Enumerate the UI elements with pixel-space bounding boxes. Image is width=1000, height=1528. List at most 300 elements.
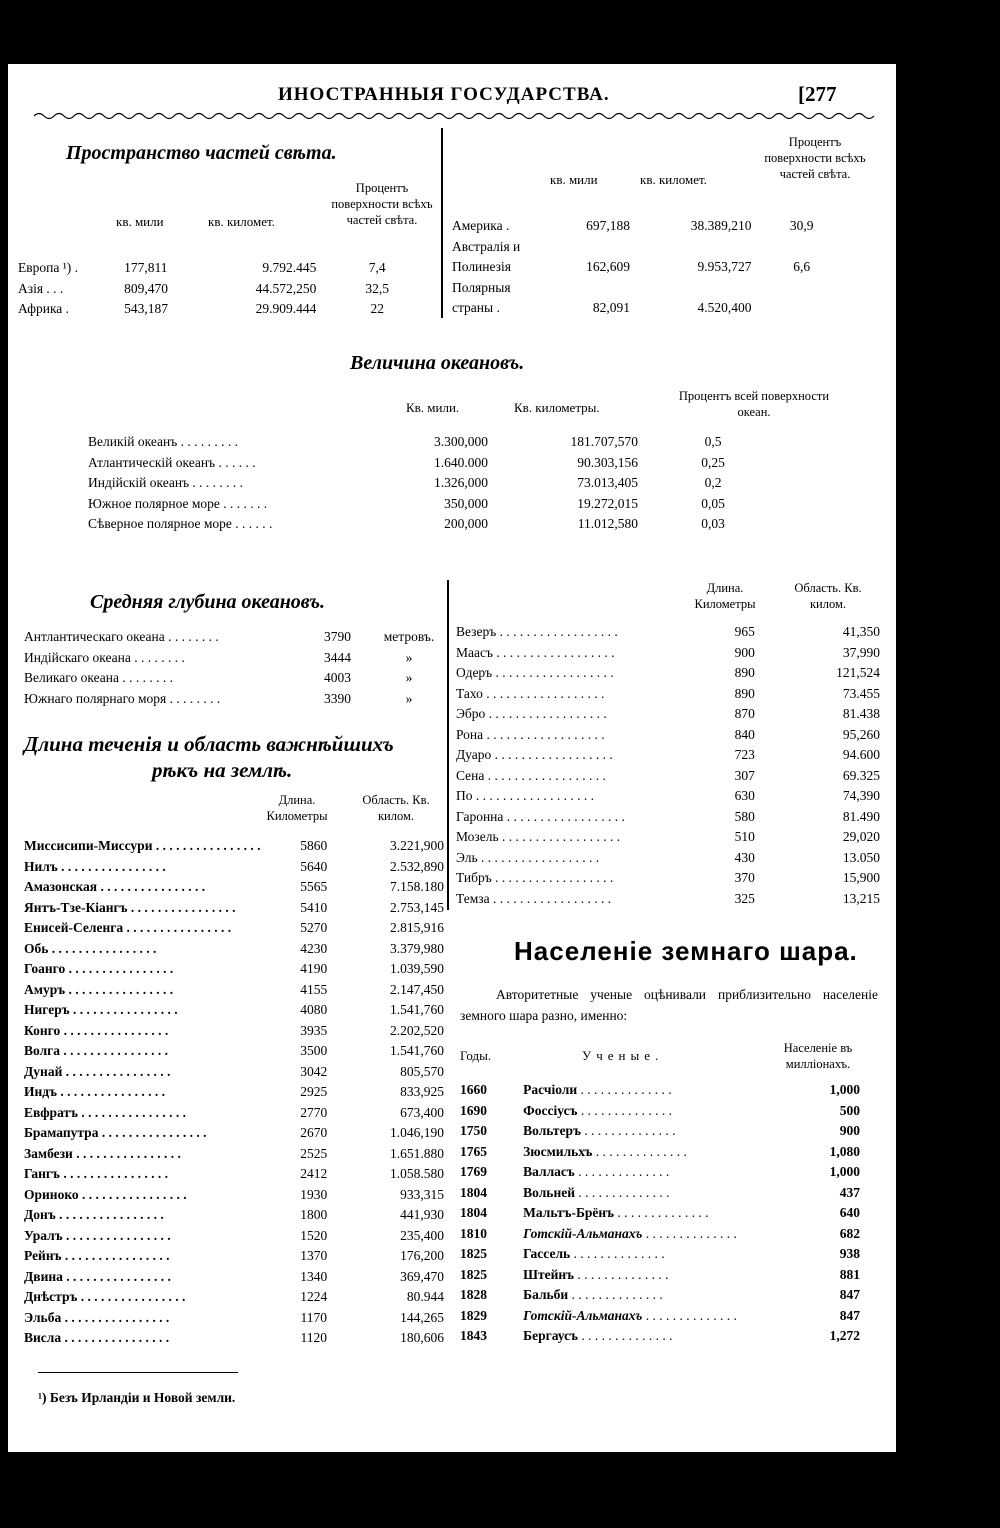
wavy-divider [34, 111, 876, 121]
ocean-name-label: Южное полярное море [88, 495, 220, 511]
river-area: 2.815,916 [390, 920, 444, 936]
depth-unit: » [405, 690, 413, 706]
river-name: Рейнъ . . . . . . . . . . . . . . . . [24, 1248, 170, 1264]
book-page [6, 64, 896, 1454]
continent-name: Америка . [452, 218, 510, 234]
oceans-table [88, 432, 788, 535]
population-year: 1828 [460, 1287, 487, 1303]
river-name: Эбро . . . . . . . . . . . . . . . . . . [456, 706, 607, 722]
population-value: 881 [839, 1266, 860, 1282]
table-row [24, 877, 444, 898]
river-length: 3042 [300, 1063, 328, 1079]
footnote-rule [38, 1372, 238, 1373]
continents-miles-header-right: кв. мили [550, 172, 598, 187]
river-name-label: Амазонская [24, 879, 98, 895]
river-area: 235,400 [400, 1227, 444, 1243]
river-area: 73.455 [842, 685, 880, 701]
table-row [24, 918, 444, 939]
population-year: 1660 [460, 1082, 487, 1098]
river-length: 840 [734, 726, 755, 742]
table-row [24, 1287, 444, 1308]
river-area: 441,930 [400, 1207, 444, 1223]
continents-km-header-right: кв. километ. [640, 172, 707, 187]
river-length: 1930 [300, 1186, 328, 1202]
river-area: 1.541,760 [390, 1043, 444, 1059]
continent-pct: 22 [370, 301, 384, 317]
population-year-header: Годы. [460, 1048, 492, 1063]
ocean-km: 19.272,015 [577, 495, 638, 511]
population-scholar-label: Вольтеръ [523, 1123, 581, 1139]
river-name: Ориноко . . . . . . . . . . . . . . . . [24, 1186, 187, 1202]
river-area: 2.753,145 [390, 899, 444, 915]
table-row [452, 278, 852, 299]
rivers-title-line1: Длина теченія и область важнѣйшихъ [24, 732, 394, 756]
river-length: 1170 [300, 1309, 327, 1325]
continent-miles: 162,609 [586, 259, 630, 275]
population-scholar-label: Зюсмильхъ [523, 1143, 593, 1159]
river-area: 3.379,980 [390, 940, 444, 956]
river-name-label: Брамапутра [24, 1125, 99, 1141]
continent-pct: 32,5 [365, 280, 389, 296]
continent-miles: 177,811 [124, 260, 168, 276]
river-length: 3935 [300, 1022, 328, 1038]
river-area: 1.651.880 [390, 1145, 444, 1161]
ocean-pct: 0,05 [701, 495, 725, 511]
river-length: 870 [734, 706, 755, 722]
continent-km: 4.520,400 [697, 300, 752, 316]
river-name-label: Ориноко [24, 1186, 79, 1202]
table-row [460, 1142, 860, 1163]
river-area: 37,990 [842, 644, 880, 660]
table-row [456, 868, 880, 889]
river-area: 180,606 [400, 1330, 444, 1346]
river-name: Волга . . . . . . . . . . . . . . . . [24, 1043, 169, 1059]
river-length: 307 [734, 767, 755, 783]
ocean-km: 11.012,580 [577, 516, 638, 532]
population-scholar-label: Готскій-Альманахъ [523, 1307, 643, 1323]
population-value: 1,272 [829, 1328, 860, 1344]
table-row [88, 494, 788, 515]
continent-km: 9.792.445 [262, 260, 317, 276]
table-row [460, 1224, 860, 1245]
river-name: Гаронна . . . . . . . . . . . . . . . . . . [456, 808, 625, 824]
river-name: Обь . . . . . . . . . . . . . . . . [24, 940, 157, 956]
depth-ocean-label: Индійскаго океана [24, 649, 131, 665]
river-area: 81.490 [842, 808, 880, 824]
continents-percent-header-right: Процентъ поверхности всѣхъ частей свѣта. [764, 135, 866, 181]
table-row [24, 1308, 444, 1329]
river-area: 29,020 [842, 829, 880, 845]
river-length: 5640 [300, 858, 328, 874]
continent-name: Азія . . . [18, 280, 64, 296]
continent-km [630, 237, 751, 258]
river-name-label: Темза [456, 890, 490, 906]
depth-ocean-name: Индійскаго океана . . . . . . . . [24, 649, 185, 665]
river-length: 5565 [300, 879, 328, 895]
depth-unit: » [405, 649, 413, 665]
river-name-label: Эльба [24, 1309, 62, 1325]
river-length: 2670 [300, 1125, 328, 1141]
table-row [460, 1101, 860, 1122]
ocean-name-label: Сѣверное полярное море [88, 516, 232, 532]
ocean-pct: 0,2 [704, 475, 722, 491]
river-length: 370 [734, 870, 755, 886]
ocean-miles: 1.640.000 [434, 454, 488, 470]
population-scholar: Мальтъ-Брёнъ . . . . . . . . . . . . . . [523, 1205, 709, 1221]
table-row [452, 216, 852, 237]
table-row [24, 1000, 444, 1021]
river-name: Уралъ . . . . . . . . . . . . . . . . [24, 1227, 171, 1243]
depth-ocean-name: Великаго океана . . . . . . . . [24, 670, 173, 686]
river-name: Висла . . . . . . . . . . . . . . . . [24, 1330, 170, 1346]
population-year: 1829 [460, 1307, 487, 1323]
population-value: 847 [839, 1287, 860, 1303]
river-name: По . . . . . . . . . . . . . . . . . . [456, 788, 594, 804]
river-area: 15,900 [842, 870, 880, 886]
table-row [460, 1162, 860, 1183]
river-name: Гангъ . . . . . . . . . . . . . . . . [24, 1166, 168, 1182]
river-area: 1.058.580 [390, 1166, 444, 1182]
continent-name: Австралія и [452, 238, 521, 254]
population-scholar: Расчіоли . . . . . . . . . . . . . . [523, 1082, 672, 1098]
ocean-km: 90.303,156 [577, 454, 638, 470]
river-name: Янтъ-Тзе-Кіангъ . . . . . . . . . . . . . . . . [24, 899, 236, 915]
continent-km: 9.953,727 [697, 259, 752, 275]
river-name-label: Енисей-Селенга [24, 920, 124, 936]
river-length: 5410 [300, 899, 328, 915]
river-name: Миссисипи-Миссури . . . . . . . . . . . . . . . . [24, 838, 261, 854]
river-name-label: Конго [24, 1022, 61, 1038]
continent-miles: 82,091 [592, 300, 630, 316]
river-area: 81.438 [842, 706, 880, 722]
table-row [460, 1183, 860, 1204]
river-length: 2925 [300, 1084, 328, 1100]
continent-pct [751, 237, 852, 258]
river-area: 41,350 [842, 624, 880, 640]
river-area: 1.039,590 [390, 961, 444, 977]
river-length: 1224 [300, 1289, 328, 1305]
page-header-title: ИНОСТРАННЫЯ ГОСУДАРСТВА. [278, 84, 610, 105]
river-area: 1.541,760 [390, 1002, 444, 1018]
river-length: 723 [734, 747, 755, 763]
rivers-title-line2: рѣкъ на землѣ. [152, 758, 293, 782]
population-scholar: Зюсмильхъ . . . . . . . . . . . . . . [523, 1143, 687, 1159]
river-name-label: Нилъ [24, 858, 58, 874]
river-length: 1370 [300, 1248, 328, 1264]
population-year: 1825 [460, 1246, 487, 1262]
depth-unit: метровъ. [383, 629, 435, 645]
population-year: 1804 [460, 1205, 487, 1221]
population-title: Населеніе земнаго шара. [514, 936, 858, 966]
river-name: Эльба . . . . . . . . . . . . . . . . [24, 1309, 170, 1325]
river-name-label: Донъ [24, 1207, 56, 1223]
river-name-label: По [456, 788, 473, 804]
river-area: 13,215 [842, 890, 880, 906]
rivers-left-table [24, 836, 444, 1349]
population-scholar-label: Готскій-Альманахъ [523, 1225, 643, 1241]
table-row [24, 939, 444, 960]
population-scholar-label: Вольней [523, 1184, 575, 1200]
population-pop-header: Населеніе въ милліонахъ. [783, 1041, 853, 1071]
population-year: 1769 [460, 1164, 487, 1180]
river-name-label: Гаронна [456, 808, 504, 824]
table-row [456, 807, 880, 828]
table-row [456, 889, 880, 910]
river-name-label: Обь [24, 940, 49, 956]
rivers-right-area-header: Область. Кв. килом. [794, 581, 862, 611]
river-name-label: Рейнъ [24, 1248, 62, 1264]
population-scholar: Бергаусъ . . . . . . . . . . . . . . [523, 1328, 673, 1344]
table-row [24, 1246, 444, 1267]
river-length: 580 [734, 808, 755, 824]
river-name-label: Евфратъ [24, 1104, 78, 1120]
ocean-name: Великій океанъ . . . . . . . . . [88, 434, 238, 450]
table-row [456, 684, 880, 705]
depth-ocean-label: Южнаго полярнаго моря [24, 690, 167, 706]
river-name-label: Амуръ [24, 981, 66, 997]
river-length: 965 [734, 624, 755, 640]
continent-name: Полярныя [452, 279, 511, 295]
population-scholar: Готскій-Альманахъ . . . . . . . . . . . . . . [523, 1307, 737, 1323]
oceans-pct-header: Процентъ всей поверхности океан. [678, 389, 830, 419]
population-scholar-label: Штейнъ [523, 1266, 575, 1282]
ocean-name-label: Великій океанъ [88, 434, 178, 450]
river-name-label: Одеръ [456, 665, 493, 681]
population-year: 1825 [460, 1266, 487, 1282]
river-name: Нигеръ . . . . . . . . . . . . . . . . [24, 1002, 178, 1018]
river-length: 1520 [300, 1227, 328, 1243]
river-area: 1.046,190 [390, 1125, 444, 1141]
population-scholar: Гассель . . . . . . . . . . . . . . [523, 1246, 665, 1262]
table-row [460, 1244, 860, 1265]
ocean-miles: 1.326,000 [434, 475, 488, 491]
river-name: Амуръ . . . . . . . . . . . . . . . . [24, 981, 174, 997]
population-value: 500 [839, 1102, 860, 1118]
river-length: 4155 [300, 981, 328, 997]
column-rule-2 [447, 580, 449, 910]
continent-miles: 543,187 [124, 301, 168, 317]
river-name: Сена . . . . . . . . . . . . . . . . . . [456, 767, 606, 783]
table-row [24, 1144, 444, 1165]
table-row [24, 980, 444, 1001]
river-area: 805,570 [400, 1063, 444, 1079]
depth-title: Средняя глубина океановъ. [90, 591, 326, 613]
population-year: 1810 [460, 1225, 487, 1241]
table-row [18, 279, 438, 300]
river-length: 4080 [300, 1002, 328, 1018]
continents-miles-header: кв. мили [116, 214, 164, 229]
river-name-label: Мозель [456, 829, 499, 845]
river-name-label: Волга [24, 1043, 61, 1059]
river-name-label: Маасъ [456, 644, 493, 660]
table-row [456, 745, 880, 766]
population-table [460, 1080, 860, 1347]
population-year: 1843 [460, 1328, 487, 1344]
population-scholar: Фоссіусъ . . . . . . . . . . . . . . [523, 1102, 672, 1118]
river-area: 2.202,520 [390, 1022, 444, 1038]
population-value: 900 [839, 1123, 860, 1139]
continent-name: страны . [452, 300, 500, 316]
river-name-label: Везеръ [456, 624, 497, 640]
river-name-label: Гоанго [24, 961, 66, 977]
population-value: 437 [839, 1184, 860, 1200]
population-scholar-label: Фоссіусъ [523, 1102, 578, 1118]
population-scholar: Готскій-Альманахъ . . . . . . . . . . . . . . [523, 1225, 737, 1241]
river-length: 325 [734, 890, 755, 906]
table-row [460, 1285, 860, 1306]
table-row [24, 1041, 444, 1062]
river-length: 1120 [300, 1330, 327, 1346]
table-row [88, 473, 788, 494]
river-name: Амазонская . . . . . . . . . . . . . . . . [24, 879, 206, 895]
ocean-name: Атлантическій океанъ . . . . . . [88, 454, 256, 470]
population-value: 938 [839, 1246, 860, 1262]
table-row [24, 1082, 444, 1103]
river-length: 5860 [300, 838, 328, 854]
ocean-name: Сѣверное полярное море . . . . . . [88, 516, 273, 532]
table-row [24, 857, 444, 878]
population-scholar: Бальби . . . . . . . . . . . . . . [523, 1287, 663, 1303]
continent-pct: 30,9 [789, 218, 814, 234]
ocean-miles: 3.300,000 [434, 434, 488, 450]
oceans-title: Величина океановъ. [350, 352, 525, 374]
table-row [24, 1185, 444, 1206]
river-area: 2.532,890 [390, 858, 444, 874]
continent-miles [557, 237, 630, 258]
table-row [24, 1123, 444, 1144]
table-row [460, 1326, 860, 1347]
river-length: 5270 [300, 920, 328, 936]
river-name: Маасъ . . . . . . . . . . . . . . . . . . [456, 644, 615, 660]
table-row [88, 432, 788, 453]
table-row [460, 1265, 860, 1286]
river-area: 144,265 [400, 1309, 444, 1325]
continents-km-header: кв. километ. [208, 214, 275, 229]
river-name-label: Дуаро [456, 747, 492, 763]
river-area: 833,925 [400, 1084, 444, 1100]
river-name: Мозель . . . . . . . . . . . . . . . . . . [456, 829, 621, 845]
river-name-label: Замбези [24, 1145, 73, 1161]
river-area: 673,400 [400, 1104, 444, 1120]
river-name: Нилъ . . . . . . . . . . . . . . . . [24, 858, 166, 874]
continent-miles: 697,188 [586, 218, 630, 234]
river-name: Донъ . . . . . . . . . . . . . . . . [24, 1207, 164, 1223]
table-row [24, 898, 444, 919]
rivers-length-header: Длина. Километры [266, 793, 328, 823]
population-scholars-header: Ученые. [582, 1048, 664, 1063]
river-name-label: Миссисипи-Миссури [24, 838, 153, 854]
river-length: 3500 [300, 1043, 328, 1059]
river-length: 430 [734, 849, 755, 865]
ocean-km: 73.013,405 [577, 475, 638, 491]
population-scholar: Вольней . . . . . . . . . . . . . . [523, 1184, 670, 1200]
page-number: [277 [798, 82, 837, 106]
river-name: Индъ . . . . . . . . . . . . . . . . [24, 1084, 165, 1100]
table-row [24, 668, 444, 689]
continent-km: 38.389,210 [690, 218, 752, 234]
population-intro: Авторитетные ученые оцѣнивали приблизительно населеніе земного шара разно, именно: [460, 987, 878, 1023]
population-value: 682 [839, 1225, 860, 1241]
depth-unit: » [405, 670, 413, 686]
river-name: Дуаро . . . . . . . . . . . . . . . . . . [456, 747, 613, 763]
river-length: 900 [734, 644, 755, 660]
table-row [24, 1021, 444, 1042]
population-value: 847 [839, 1307, 860, 1323]
population-scholar-label: Бергаусъ [523, 1328, 578, 1344]
table-row [456, 725, 880, 746]
ocean-name-label: Атлантическій океанъ [88, 454, 216, 470]
table-row [24, 1103, 444, 1124]
table-row [460, 1203, 860, 1224]
river-name: Евфратъ . . . . . . . . . . . . . . . . [24, 1104, 186, 1120]
continent-name: Африка . [18, 301, 70, 317]
river-area: 2.147,450 [390, 981, 444, 997]
population-value: 640 [839, 1205, 860, 1221]
depth-ocean-name: Южнаго полярнаго моря . . . . . . . . [24, 690, 221, 706]
depth-ocean-label: Великаго океана [24, 670, 119, 686]
river-name-label: Нигеръ [24, 1002, 70, 1018]
population-year: 1750 [460, 1123, 487, 1139]
table-row [24, 1226, 444, 1247]
continent-km: 29.909.444 [255, 301, 317, 317]
table-row [460, 1306, 860, 1327]
river-length: 890 [734, 665, 755, 681]
ocean-name: Индійскій океанъ . . . . . . . . [88, 475, 244, 491]
ocean-pct: 0,03 [701, 516, 725, 532]
table-row [452, 257, 852, 278]
table-row [88, 514, 788, 535]
continent-km [630, 278, 751, 299]
depth-ocean-name: Антлантическаго океана . . . . . . . . [24, 629, 219, 645]
river-name-label: Тахо [456, 685, 483, 701]
oceans-miles-header: Кв. мили. [406, 400, 460, 415]
table-row [24, 1205, 444, 1226]
depth-value: 3444 [324, 649, 351, 665]
river-name: Днѣстръ . . . . . . . . . . . . . . . . [24, 1289, 186, 1305]
table-row [456, 827, 880, 848]
continent-name: Полинезія [452, 259, 511, 275]
river-area: 95,260 [842, 726, 880, 742]
table-row [24, 1328, 444, 1349]
ocean-miles: 350,000 [444, 495, 488, 511]
table-row [456, 766, 880, 787]
table-row [24, 627, 444, 648]
rivers-right-table [456, 622, 880, 909]
river-length: 1800 [300, 1207, 328, 1223]
table-row [24, 1062, 444, 1083]
continents-title: Пространство частей свѣта. [66, 142, 337, 164]
rivers-right-length-header: Длина. Километры [694, 581, 756, 611]
river-name-label: Висла [24, 1330, 62, 1346]
river-name: Замбези . . . . . . . . . . . . . . . . [24, 1145, 181, 1161]
river-name: Эль . . . . . . . . . . . . . . . . . . [456, 849, 600, 865]
table-row [24, 959, 444, 980]
population-year: 1690 [460, 1102, 487, 1118]
column-rule [441, 128, 443, 318]
table-row [452, 237, 852, 258]
continent-pct [751, 298, 852, 319]
population-scholar: Вольтеръ . . . . . . . . . . . . . . [523, 1123, 676, 1139]
continents-percent-header: Процентъ поверхности всѣхъ частей свѣта. [331, 181, 433, 227]
rivers-area-header: Область. Кв. килом. [362, 793, 430, 823]
river-area: 7.158.180 [390, 879, 444, 895]
depth-value: 3790 [324, 629, 351, 645]
river-area: 933,315 [400, 1186, 444, 1202]
continent-miles: 809,470 [124, 280, 168, 296]
population-year: 1765 [460, 1143, 487, 1159]
river-name: Брамапутра . . . . . . . . . . . . . . . . [24, 1125, 207, 1141]
continent-pct [751, 278, 852, 299]
